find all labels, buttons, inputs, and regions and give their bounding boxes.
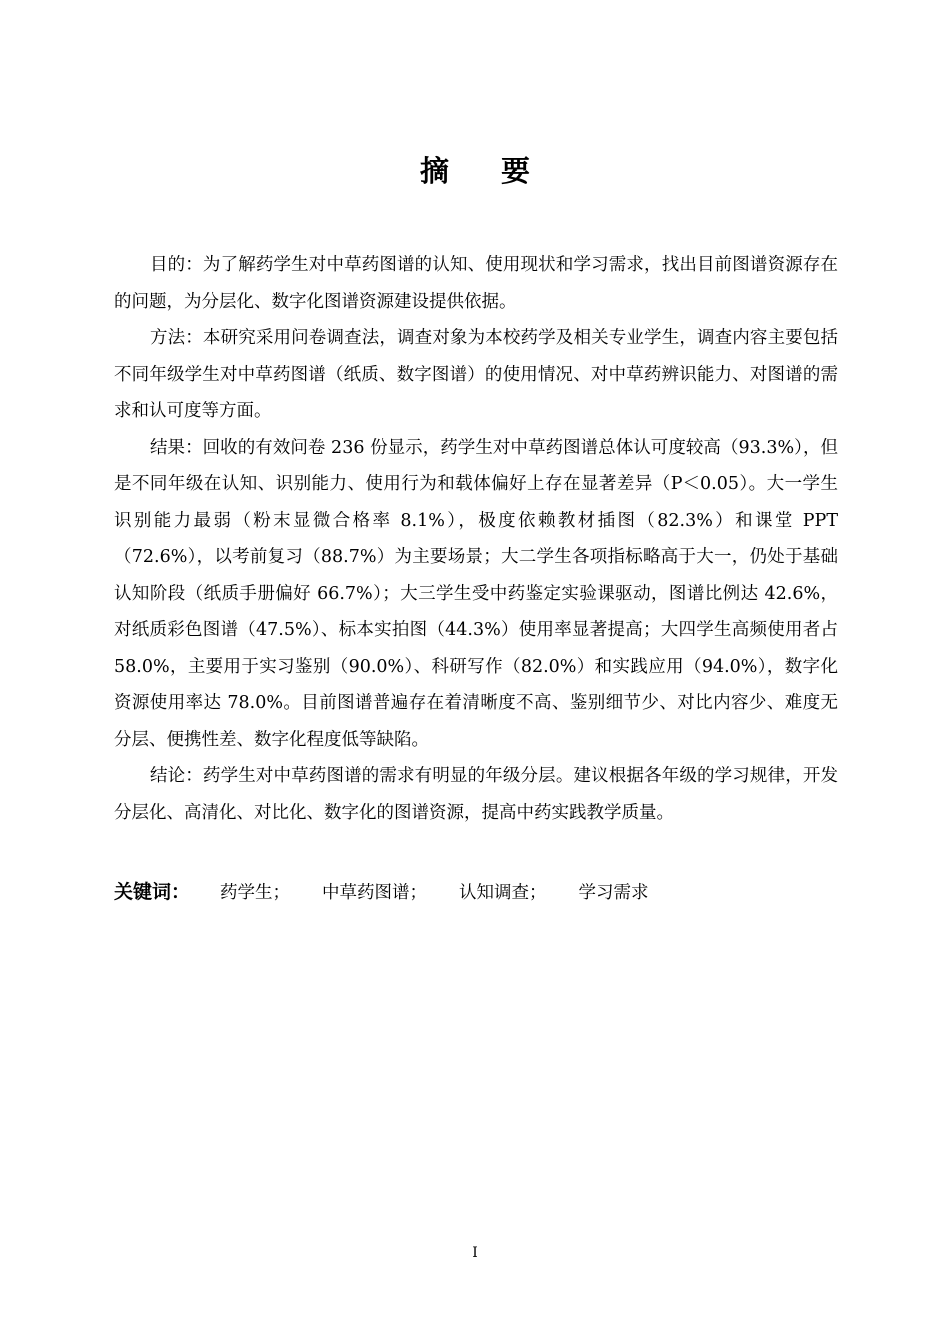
page-number: I — [472, 1245, 478, 1261]
abstract-paragraph-method: 方法：本研究采用问卷调查法，调查对象为本校药学及相关专业学生，调查内容主要包括不同年级学生对中草药图谱（纸质、数字图谱）的使用情况、对中草药辨识能力、对图谱的需求和认可度等方面。 — [114, 328, 838, 421]
abstract-paragraph-conclusion: 结论：药学生对中草药图谱的需求有明显的年级分层。建议根据各年级的学习规律，开发分层化、高清化、对比化、数字化的图谱资源，提高中药实践教学质量。 — [114, 766, 838, 823]
keyword-item: 药学生； — [220, 883, 291, 903]
abstract-paragraph-purpose: 目的：为了解药学生对中草药图谱的认知、使用现状和学习需求，找出目前图谱资源存在的问题，为分层化、数字化图谱资源建设提供依据。 — [114, 255, 838, 312]
keyword-item: 中草药图谱； — [322, 883, 428, 903]
keyword-item: 认知调查； — [459, 883, 547, 903]
abstract-paragraph-result: 结果：回收的有效问卷 236 份显示，药学生对中草药图谱总体认可度较高（93.3%），但是不同年级在认知、识别能力、使用行为和载体偏好上存在显著差异（P＜0.05）。大一学生识别能力最弱（粉末显微合格率 8.1%），极度依赖教材插图（82.3%）和课堂 PPT（72.6%），以考前复习（88.7%）为主要场景；大二学生各项指标略高于大一，仍处于基础认知阶段（纸质手册偏好 66.7%）；大三学生受中药鉴定实验课驱动，图谱比例达 42.6%，对纸质彩色图谱（47.5%）、标本实拍图（44.3%）使用率显著提高；大四学生高频使用者占 58.0%，主要用于实习鉴别（90.0%）、科研写作（82.0%）和实践应用（94.0%），数字化资源使用率达 78.0%。目前图谱普遍存在着清晰度不高、鉴别细节少、对比内容少、难度无分层、便携性差、数字化程度低等缺陷。 — [114, 437, 838, 750]
keyword-item: 学习需求 — [578, 883, 649, 903]
abstract-body — [114, 247, 838, 831]
keywords-line — [114, 874, 838, 911]
page-title: 摘要 — [419, 154, 582, 188]
keywords-label: 关键词： — [114, 881, 191, 903]
